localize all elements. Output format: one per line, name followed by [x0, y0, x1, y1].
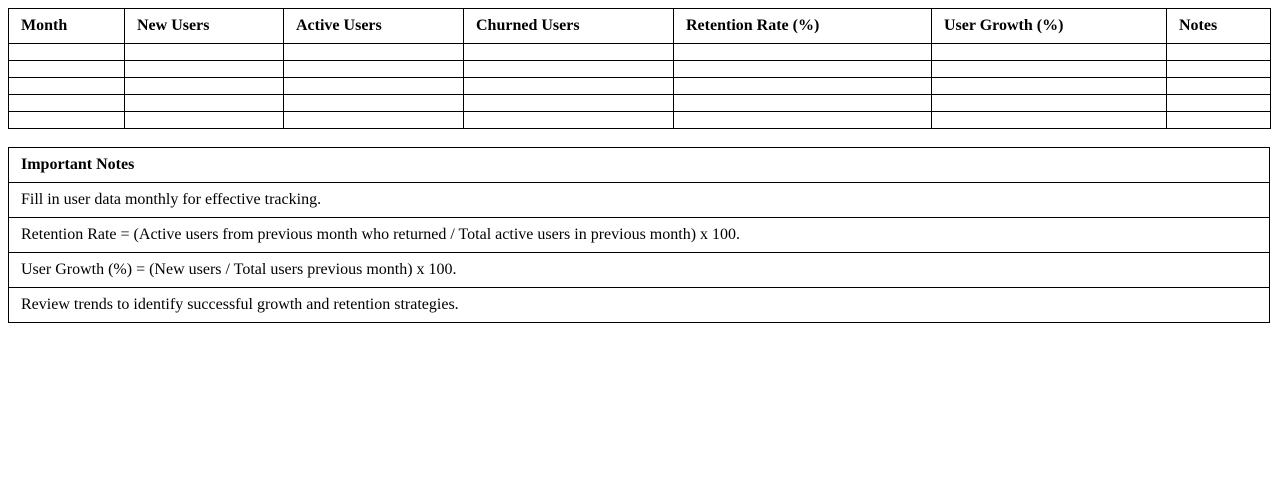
table-cell[interactable] — [1167, 95, 1271, 112]
table-cell[interactable] — [932, 112, 1167, 129]
table-cell[interactable] — [9, 61, 125, 78]
note-text: Review trends to identify successful growth and retention strategies. — [9, 288, 1270, 323]
table-cell[interactable] — [674, 95, 932, 112]
table-cell[interactable] — [1167, 44, 1271, 61]
important-notes-table — [8, 147, 1270, 323]
table-cell[interactable] — [932, 95, 1167, 112]
column-header-user-growth: User Growth (%) — [932, 9, 1167, 44]
list-item — [9, 183, 1270, 218]
table-cell[interactable] — [464, 78, 674, 95]
column-header-churned-users: Churned Users — [464, 9, 674, 44]
table-row — [9, 95, 1271, 112]
table-cell[interactable] — [674, 78, 932, 95]
table-cell[interactable] — [125, 112, 284, 129]
column-header-retention-rate: Retention Rate (%) — [674, 9, 932, 44]
table-cell[interactable] — [125, 61, 284, 78]
user-tracking-table — [8, 8, 1271, 129]
table-cell[interactable] — [284, 112, 464, 129]
table-row — [9, 78, 1271, 95]
table-cell[interactable] — [125, 44, 284, 61]
table-cell[interactable] — [284, 95, 464, 112]
table-cell[interactable] — [125, 78, 284, 95]
list-item — [9, 253, 1270, 288]
table-header-row — [9, 9, 1271, 44]
table-cell[interactable] — [674, 112, 932, 129]
column-header-new-users: New Users — [125, 9, 284, 44]
table-cell[interactable] — [1167, 61, 1271, 78]
column-header-month: Month — [9, 9, 125, 44]
table-cell[interactable] — [9, 95, 125, 112]
table-cell[interactable] — [932, 44, 1167, 61]
table-cell[interactable] — [464, 61, 674, 78]
column-header-active-users: Active Users — [284, 9, 464, 44]
table-cell[interactable] — [932, 78, 1167, 95]
list-item — [9, 288, 1270, 323]
notes-header-row — [9, 148, 1270, 183]
table-cell[interactable] — [9, 44, 125, 61]
column-header-notes: Notes — [1167, 9, 1271, 44]
table-cell[interactable] — [1167, 78, 1271, 95]
notes-heading: Important Notes — [9, 148, 1270, 183]
table-cell[interactable] — [674, 61, 932, 78]
table-cell[interactable] — [284, 44, 464, 61]
table-row — [9, 44, 1271, 61]
list-item — [9, 218, 1270, 253]
table-cell[interactable] — [464, 112, 674, 129]
table-cell[interactable] — [674, 44, 932, 61]
note-text: User Growth (%) = (New users / Total users previous month) x 100. — [9, 253, 1270, 288]
table-cell[interactable] — [464, 95, 674, 112]
table-cell[interactable] — [464, 44, 674, 61]
table-cell[interactable] — [9, 78, 125, 95]
table-cell[interactable] — [284, 61, 464, 78]
table-row — [9, 61, 1271, 78]
table-cell[interactable] — [9, 112, 125, 129]
note-text: Retention Rate = (Active users from previous month who returned / Total active users in previous month) x 100. — [9, 218, 1270, 253]
note-text: Fill in user data monthly for effective tracking. — [9, 183, 1270, 218]
table-cell[interactable] — [125, 95, 284, 112]
table-cell[interactable] — [284, 78, 464, 95]
table-cell[interactable] — [932, 61, 1167, 78]
table-row — [9, 112, 1271, 129]
table-cell[interactable] — [1167, 112, 1271, 129]
